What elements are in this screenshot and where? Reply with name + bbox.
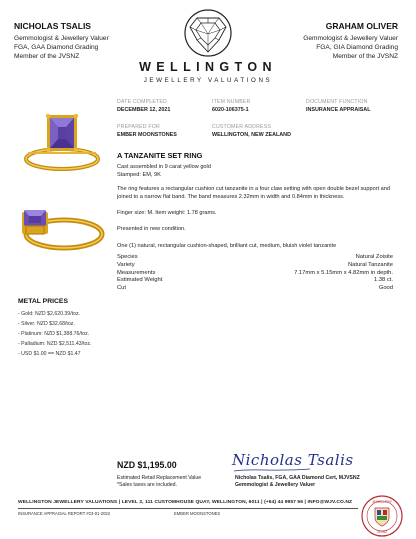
valuation-notes bbox=[117, 475, 237, 489]
brand-subtitle: JEWELLERY VALUATIONS bbox=[143, 77, 273, 84]
signatory-name: Nicholas Tsalis, FGA, GAA Diamond Cert, MJVSNZ bbox=[235, 475, 360, 481]
valuer-left-line: FGA, GAA Diamond Grading bbox=[14, 44, 99, 51]
metal-price-item: - Palladium: NZD $2,511.43/toz. bbox=[18, 341, 92, 347]
footer-report bbox=[18, 511, 358, 516]
footer-report-number: INSURANCE APPRAISAL REPORT #23-01-2022 bbox=[18, 511, 111, 516]
valuation-label: Estimated Retail Replacement Value bbox=[117, 475, 202, 481]
footer-company: WELLINGTON JEWELLERY VALUATIONS bbox=[18, 500, 118, 505]
spec-label: Species bbox=[117, 254, 138, 260]
spec-label: Measurements bbox=[117, 269, 156, 276]
item-stone: One (1) natural, rectangular cushion-shaped, brilliant cut, medium, bluish violet tanzanite bbox=[117, 243, 337, 249]
footer-customer: EMBER MOONSTONES bbox=[174, 511, 221, 516]
ring-side-photo bbox=[14, 196, 110, 260]
meta-item-number bbox=[212, 99, 307, 113]
jvsnz-seal-icon bbox=[360, 494, 404, 538]
meta-label: DOCUMENT FUNCTION bbox=[306, 99, 368, 105]
valuer-right-line: Gemmologist & Jewellery Valuer bbox=[303, 35, 398, 42]
brand-name: WELLINGTON bbox=[139, 60, 277, 74]
valuer-left-line: Member of the JVSNZ bbox=[14, 53, 80, 60]
meta-value: 6020-106375-1 bbox=[212, 107, 249, 113]
spec-value: 7.17mm x 5.15mm x 4.82mm in depth. bbox=[294, 269, 393, 276]
brand bbox=[108, 60, 308, 84]
meta-prepared-for bbox=[117, 124, 212, 138]
meta-value: EMBER MOONSTONES bbox=[117, 132, 177, 138]
spec-table bbox=[117, 254, 393, 293]
spec-value: Good bbox=[378, 285, 393, 292]
valuer-right-name: GRAHAM OLIVER bbox=[325, 21, 398, 31]
meta-value: DECEMBER 12, 2021 bbox=[117, 107, 171, 113]
metal-prices-list bbox=[18, 309, 118, 359]
meta-label: DATE COMPLETED bbox=[117, 99, 167, 105]
valuer-left-line: Gemmologist & Jewellery Valuer bbox=[14, 35, 109, 42]
meta-value: INSURANCE APPRAISAL bbox=[306, 107, 371, 113]
metal-price-item: - Platinum: NZD $1,388.76/toz. bbox=[18, 331, 90, 337]
valuation-price: NZD $1,195.00 bbox=[117, 460, 177, 470]
meta-label: ITEM NUMBER bbox=[212, 99, 251, 105]
valuer-left-name: NICHOLAS TSALIS bbox=[14, 21, 91, 31]
spec-value: 1.38 ct. bbox=[373, 277, 393, 284]
signatory-role: Gemmologist & Jewellery Valuer bbox=[235, 482, 316, 488]
spec-label: Estimated Weight bbox=[117, 277, 163, 284]
item-stamped: Stamped: EM, 9K bbox=[117, 172, 161, 178]
meta-customer-address bbox=[212, 124, 332, 138]
meta-document-function bbox=[306, 99, 406, 113]
metal-price-item: - Silver: NZD $32.68/toz. bbox=[18, 321, 75, 327]
meta-label: PREPARED FOR bbox=[117, 124, 160, 130]
signatory bbox=[235, 475, 405, 489]
footer-email: INFO@WJV.CO.NZ bbox=[307, 500, 353, 505]
signature: Nicholas Tsalis bbox=[232, 451, 354, 469]
tax-note: *Sales taxes are included. bbox=[117, 482, 177, 488]
metal-prices-title: METAL PRICES bbox=[18, 298, 68, 305]
seal-org-text: JVSNZ bbox=[376, 530, 388, 534]
footer-phone: (+64) 44 9957 56 bbox=[264, 500, 304, 505]
valuer-left bbox=[14, 21, 154, 61]
item-cast: Cast assembled in 9 carat yellow gold bbox=[117, 164, 211, 170]
item-title: A TANZANITE SET RING bbox=[117, 151, 203, 160]
metal-price-item: - Gold: NZD $2,620.39/toz. bbox=[18, 311, 80, 317]
spec-label: Variety bbox=[117, 261, 135, 268]
spec-row bbox=[117, 262, 393, 270]
meta-label: CUSTOMER ADDRESS bbox=[212, 124, 272, 130]
spec-row bbox=[117, 270, 393, 278]
spec-row bbox=[117, 254, 393, 262]
footer-address: LEVEL 2, 111 CUSTOMHOUSE QUAY, WELLINGTON, 6011 bbox=[121, 500, 260, 505]
spec-row bbox=[117, 285, 393, 293]
valuer-right-line: Member of the JVSNZ bbox=[332, 53, 398, 60]
meta-value: WELLINGTON, NEW ZEALAND bbox=[212, 132, 291, 138]
spec-label: Cut bbox=[117, 285, 127, 292]
ring-top-photo bbox=[14, 103, 110, 181]
meta-date-completed bbox=[117, 99, 212, 113]
diamond-logo-icon bbox=[178, 5, 238, 65]
item-description: The ring features a rectangular cushion cut tanzanite in a four claw setting with open double bezel support and joined to a narrow flat band. The band measures 2.32mm in width and 0.84mm in thickness. bbox=[117, 186, 391, 200]
item-condition: Presented in new condition. bbox=[117, 226, 186, 232]
item-finger-size: Finger size: M. Item weight: 1.78 grams. bbox=[117, 210, 217, 216]
footer-contact: WELLINGTON JEWELLERY VALUATIONS | LEVEL 2, 111 CUSTOMHOUSE QUAY, WELLINGTON, 6011 | (+64) 44 9957 56 | INFO@WJV.CO.NZ bbox=[18, 500, 353, 505]
signature-flourish-icon bbox=[232, 467, 312, 473]
valuer-right-line: FGA, GIA Diamond Grading bbox=[316, 44, 398, 51]
metal-price-item: - USD $1.00 == NZD $1.47 bbox=[18, 351, 81, 357]
valuer-right bbox=[258, 21, 398, 61]
spec-value: Natural Zoisite bbox=[355, 254, 393, 260]
footer-divider bbox=[18, 508, 358, 509]
spec-value: Natural Tanzanite bbox=[347, 261, 393, 268]
seal-top-text: JEWELLERY bbox=[371, 500, 393, 504]
spec-row bbox=[117, 277, 393, 285]
